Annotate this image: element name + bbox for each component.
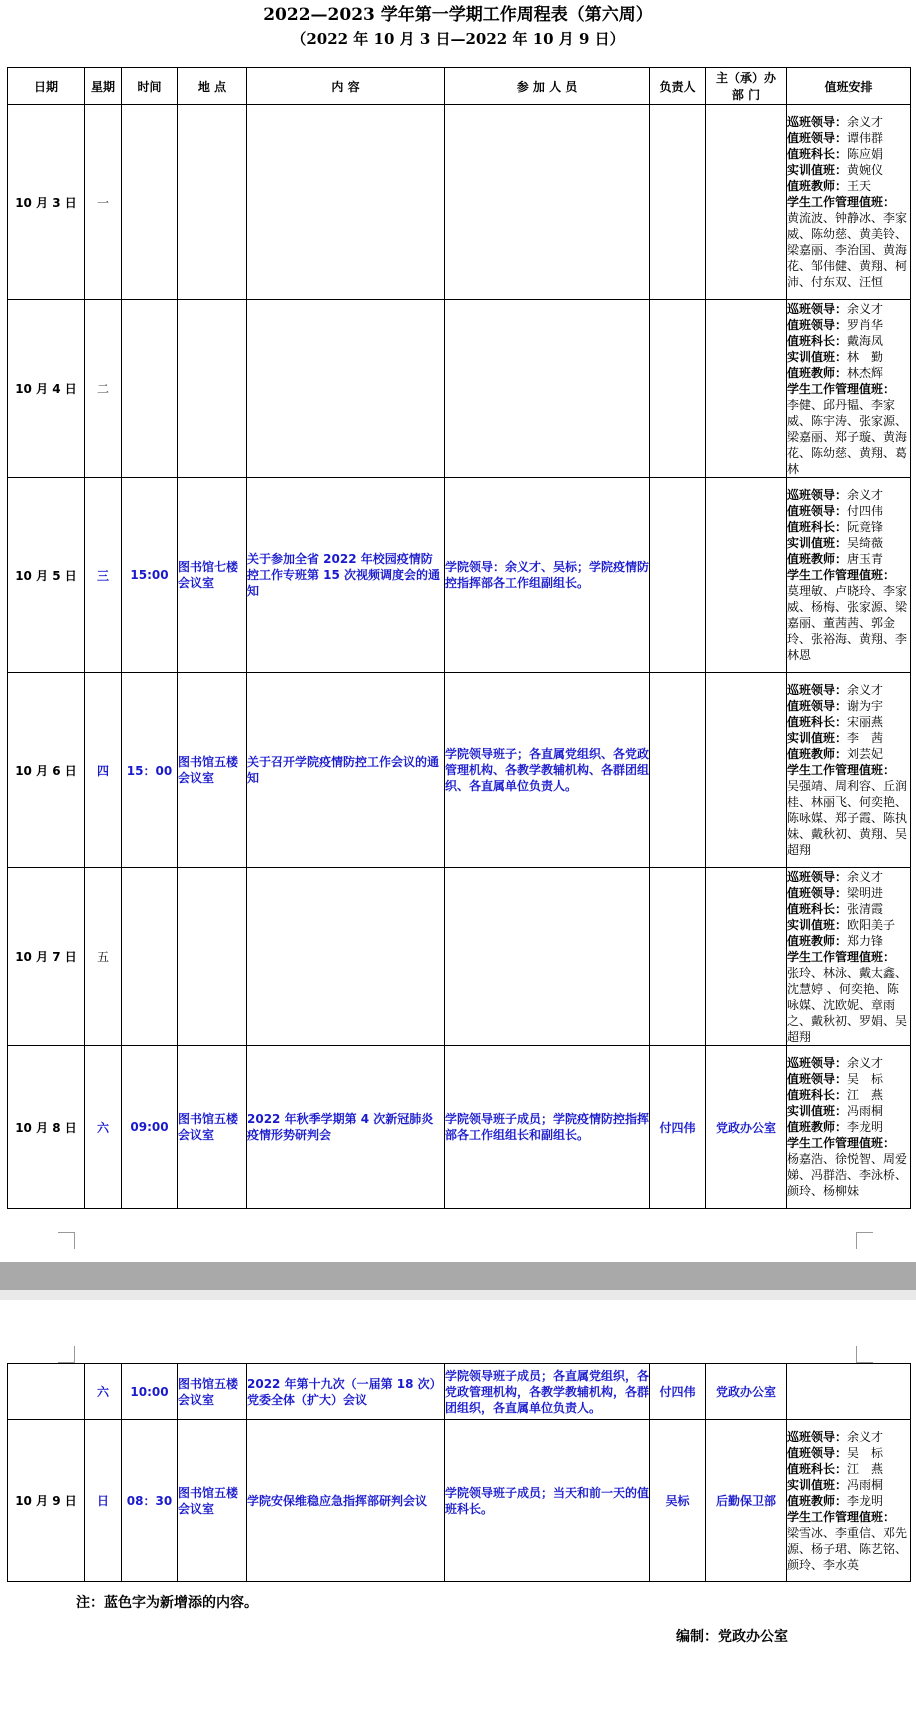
- duty-label: 值班领导：: [787, 885, 848, 900]
- duty-name: 余义才: [847, 1429, 884, 1444]
- date-cell: 10 月 5 日: [8, 478, 85, 673]
- host-department-cell: 后勤保卫部: [706, 1420, 787, 1582]
- leader-cell: [650, 478, 706, 673]
- duty-line-student: [787, 194, 910, 210]
- duty-arrangement: [787, 673, 911, 868]
- duty-label: 值班教师：: [787, 552, 848, 566]
- date-cell: 10 月 3 日: [8, 105, 85, 300]
- page-corner-mark: [856, 1346, 873, 1363]
- table-row: [8, 868, 911, 1046]
- duty-line-duty-chief: [787, 519, 910, 535]
- duty-arrangement: [787, 300, 911, 478]
- duty-line-teacher: [787, 1119, 910, 1135]
- host-department-cell: [706, 673, 787, 868]
- duty-name: 谭伟群: [847, 131, 884, 145]
- duty-line-training: [787, 1103, 910, 1119]
- duty-name: 李龙明: [847, 1493, 884, 1508]
- participants-cell: [445, 868, 650, 1046]
- weekday-cell: 二: [85, 300, 122, 478]
- duty-label: 值班领导：: [787, 504, 848, 518]
- table-row: [8, 673, 911, 868]
- duty-name: 郑力锋: [847, 933, 884, 948]
- time-cell: [122, 868, 178, 1046]
- duty-line-student: [787, 1509, 910, 1525]
- duty-label: 值班科长：: [787, 715, 848, 729]
- duty-line-duty-chief: [787, 146, 910, 162]
- duty-name: 李龙明: [847, 1120, 884, 1134]
- content-cell: [247, 868, 445, 1046]
- duty-name: 余义才: [847, 115, 884, 129]
- duty-label: 值班科长：: [787, 1461, 848, 1476]
- duty-student-names: 吴强靖、周利容、丘润桂、林丽飞、何奕艳、陈咏媒、郑子霞、陈执妹、戴秋初、黄翔、吴超翔: [787, 779, 908, 857]
- date-cell: 10 月 9 日: [8, 1420, 85, 1582]
- duty-line-student: [787, 381, 910, 397]
- duty-label: 巡班领导：: [787, 869, 848, 884]
- participants-cell: 学院领导班子成员；学院疫情防控指挥部各工作组组长和副组长。: [445, 1046, 650, 1209]
- duty-name: 罗肖华: [847, 317, 884, 332]
- leader-cell: 吴标: [650, 1420, 706, 1582]
- table-row: [8, 300, 911, 478]
- leader-cell: 付四伟: [650, 1364, 706, 1420]
- duty-name: 林杰辉: [847, 365, 884, 380]
- duty-student-names: 黄流波、钟静冰、李家威、陈幼慈、黄美铃、梁嘉丽、李治国、黄海花、邹伟健、黄翔、柯沛、付东双、汪恒: [787, 211, 908, 289]
- duty-line-training: [787, 730, 910, 746]
- content-cell: [247, 105, 445, 300]
- time-cell: 08：30: [122, 1420, 178, 1582]
- duty-name: 江 燕: [847, 1088, 884, 1102]
- header-weekday: 星期: [85, 68, 122, 105]
- participants-cell: 学院领导班子成员；当天和前一天的值班科长。: [445, 1420, 650, 1582]
- duty-label: 实训值班：: [787, 731, 848, 745]
- duty-line-student: [787, 949, 910, 965]
- duty-name: 余义才: [847, 1056, 884, 1070]
- place-cell: 图书馆五楼会议室: [178, 1364, 247, 1420]
- duty-line-duty-leader: [787, 698, 910, 714]
- duty-line-duty-chief: [787, 714, 910, 730]
- duty-line-teacher: [787, 365, 910, 381]
- duty-arrangement: [787, 105, 911, 300]
- duty-label: 巡班领导：: [787, 488, 848, 502]
- header-participants: 参 加 人 员: [445, 68, 650, 105]
- duty-label: 学生工作管理值班：: [787, 763, 896, 777]
- duty-label: 实训值班：: [787, 1477, 848, 1492]
- duty-line-student: [787, 1135, 910, 1151]
- participants-cell: 学院领导：余义才、吴标；学院疫情防控指挥部各工作组副组长。: [445, 478, 650, 673]
- content-cell: 关于参加全省 2022 年校园疫情防控工作专班第 15 次视频调度会的通知: [247, 478, 445, 673]
- page-title: 2022—2023 学年第一学期工作周程表（第六周）: [263, 5, 653, 25]
- time-cell: 15：00: [122, 673, 178, 868]
- duty-arrangement: [787, 478, 911, 673]
- page-break-divider: [0, 1262, 916, 1290]
- duty-name: 余义才: [847, 301, 884, 316]
- table-row: [8, 1046, 911, 1209]
- duty-label: 值班教师：: [787, 365, 848, 380]
- place-cell: 图书馆七楼会议室: [178, 478, 247, 673]
- weekday-cell: 三: [85, 478, 122, 673]
- place-cell: 图书馆五楼会议室: [178, 673, 247, 868]
- weekday-cell: 六: [85, 1046, 122, 1209]
- duty-line-duty-leader: [787, 885, 910, 901]
- duty-label: 值班科长：: [787, 520, 848, 534]
- duty-student-names: 杨嘉浩、徐悦智、周爱娣、冯群浩、李泳桥、颜玲、杨柳妹: [787, 1152, 908, 1198]
- duty-label: 值班教师：: [787, 1120, 848, 1134]
- place-cell: 图书馆五楼会议室: [178, 1046, 247, 1209]
- duty-label: 值班领导：: [787, 131, 848, 145]
- header-place: 地 点: [178, 68, 247, 105]
- weekday-cell: 四: [85, 673, 122, 868]
- duty-name: 吴 标: [847, 1072, 884, 1086]
- host-department-cell: [706, 105, 787, 300]
- duty-name: 刘芸妃: [847, 747, 884, 761]
- duty-label: 实训值班：: [787, 349, 848, 364]
- table-row: [8, 105, 911, 300]
- place-cell: 图书馆五楼会议室: [178, 1420, 247, 1582]
- duty-line-training: [787, 162, 910, 178]
- place-cell: [178, 868, 247, 1046]
- weekday-cell: 六: [85, 1364, 122, 1420]
- host-department-cell: [706, 478, 787, 673]
- content-cell: [247, 300, 445, 478]
- time-cell: 15:00: [122, 478, 178, 673]
- duty-line-patrol: [787, 301, 910, 317]
- page-corner-mark: [58, 1346, 75, 1363]
- date-cell: 10 月 6 日: [8, 673, 85, 868]
- leader-cell: [650, 673, 706, 868]
- duty-label: 实训值班：: [787, 163, 848, 177]
- duty-label: 学生工作管理值班：: [787, 949, 896, 964]
- duty-name: 欧阳美子: [847, 917, 896, 932]
- duty-line-duty-chief: [787, 1087, 910, 1103]
- duty-name: 黄婉仪: [847, 163, 884, 177]
- duty-line-duty-leader: [787, 130, 910, 146]
- duty-label: 学生工作管理值班：: [787, 195, 896, 209]
- participants-cell: 学院领导班子；各直属党组织、各党政管理机构、各教学教辅机构、各群团组织、各直属单位负责人。: [445, 673, 650, 868]
- duty-name: 林 勤: [847, 349, 884, 364]
- weekday-cell: 一: [85, 105, 122, 300]
- duty-name: 谢为宇: [847, 699, 884, 713]
- duty-name: 王天: [847, 179, 872, 193]
- duty-line-duty-leader: [787, 1445, 910, 1461]
- duty-line-training: [787, 349, 910, 365]
- participants-cell: [445, 300, 650, 478]
- duty-arrangement: [787, 1364, 911, 1420]
- table-row: [8, 1420, 911, 1582]
- duty-line-duty-chief: [787, 1461, 910, 1477]
- duty-label: 巡班领导：: [787, 683, 848, 697]
- compiled-by: 编制：党政办公室: [676, 1629, 788, 1645]
- host-department-cell: 党政办公室: [706, 1046, 787, 1209]
- page-break-divider: [0, 1290, 916, 1300]
- duty-line-teacher: [787, 551, 910, 567]
- duty-arrangement: [787, 868, 911, 1046]
- duty-label: 学生工作管理值班：: [787, 1136, 896, 1150]
- header-leader: 负责人: [650, 68, 706, 105]
- time-cell: [122, 105, 178, 300]
- time-cell: [122, 300, 178, 478]
- duty-name: 梁明进: [847, 885, 884, 900]
- leader-cell: [650, 105, 706, 300]
- host-department-cell: 党政办公室: [706, 1364, 787, 1420]
- weekday-cell: 日: [85, 1420, 122, 1582]
- duty-line-teacher: [787, 1493, 910, 1509]
- duty-label: 值班教师：: [787, 933, 848, 948]
- page-corner-mark: [856, 1232, 873, 1249]
- footnote: 注：蓝色字为新增添的内容。: [76, 1595, 258, 1611]
- leader-cell: 付四伟: [650, 1046, 706, 1209]
- duty-name: 余义才: [847, 869, 884, 884]
- duty-line-patrol: [787, 487, 910, 503]
- duty-label: 实训值班：: [787, 917, 848, 932]
- duty-name: 唐玉青: [847, 552, 884, 566]
- duty-name: 余义才: [847, 488, 884, 502]
- duty-name: 余义才: [847, 683, 884, 697]
- duty-label: 值班科长：: [787, 333, 848, 348]
- page-subtitle: （2022 年 10 月 3 日—2022 年 10 月 9 日）: [291, 30, 625, 48]
- duty-name: 陈应娟: [847, 147, 884, 161]
- header-host: 主（承）办 部 门: [706, 68, 787, 105]
- duty-line-student: [787, 762, 910, 778]
- duty-label: 实训值班：: [787, 1104, 848, 1118]
- duty-label: 值班教师：: [787, 747, 848, 761]
- duty-label: 值班科长：: [787, 901, 848, 916]
- duty-student-names: 莫理敏、卢晓玲、李家威、杨梅、张家源、梁嘉丽、董茜茜、郭金玲、张裕海、黄翔、李林恩: [787, 584, 908, 662]
- duty-name: 阮竟锋: [847, 520, 884, 534]
- participants-cell: 学院领导班子成员；各直属党组织，各党政管理机构，各教学教辅机构，各群团组织，各直属单位负责人。: [445, 1364, 650, 1420]
- host-department-cell: [706, 868, 787, 1046]
- leader-cell: [650, 300, 706, 478]
- duty-line-duty-leader: [787, 1071, 910, 1087]
- duty-line-training: [787, 917, 910, 933]
- duty-name: 冯雨桐: [847, 1104, 884, 1118]
- duty-name: 李 茜: [847, 731, 884, 745]
- duty-line-teacher: [787, 178, 910, 194]
- header-content: 内 容: [247, 68, 445, 105]
- duty-arrangement: [787, 1420, 911, 1582]
- duty-label: 值班科长：: [787, 1088, 848, 1102]
- duty-line-patrol: [787, 869, 910, 885]
- duty-arrangement: [787, 1046, 911, 1209]
- date-cell: [8, 1364, 85, 1420]
- page-corner-mark: [58, 1232, 75, 1249]
- content-cell: 2022 年秋季学期第 4 次新冠肺炎疫情形势研判会: [247, 1046, 445, 1209]
- duty-label: 学生工作管理值班：: [787, 381, 896, 396]
- duty-label: 巡班领导：: [787, 1429, 848, 1444]
- weekday-cell: 五: [85, 868, 122, 1046]
- duty-line-teacher: [787, 746, 910, 762]
- participants-cell: [445, 105, 650, 300]
- duty-name: 吴 标: [847, 1445, 884, 1460]
- date-cell: 10 月 8 日: [8, 1046, 85, 1209]
- date-cell: 10 月 7 日: [8, 868, 85, 1046]
- duty-name: 付四伟: [847, 504, 884, 518]
- duty-name: 宋丽燕: [847, 715, 884, 729]
- duty-label: 值班教师：: [787, 1493, 848, 1508]
- duty-label: 值班教师：: [787, 179, 848, 193]
- duty-label: 学生工作管理值班：: [787, 1509, 896, 1524]
- time-cell: 09:00: [122, 1046, 178, 1209]
- duty-line-patrol: [787, 1055, 910, 1071]
- duty-label: 值班领导：: [787, 1072, 848, 1086]
- leader-cell: [650, 868, 706, 1046]
- duty-line-duty-leader: [787, 503, 910, 519]
- header-duty: 值班安排: [787, 68, 911, 105]
- duty-student-names: 李健、邱丹韫、李家威、陈宇涛、张家源、梁嘉丽、郑子璇、黄海花、陈幼慈、黄翔、葛林: [787, 397, 908, 476]
- date-cell: 10 月 4 日: [8, 300, 85, 478]
- host-department-cell: [706, 300, 787, 478]
- duty-line-training: [787, 1477, 910, 1493]
- place-cell: [178, 300, 247, 478]
- content-cell: 2022 年第十九次（一届第 18 次）党委全体（扩大）会议: [247, 1364, 445, 1420]
- duty-name: 戴海凤: [847, 333, 884, 348]
- duty-name: 冯雨桐: [847, 1477, 884, 1492]
- duty-line-duty-chief: [787, 901, 910, 917]
- table-header-row: [8, 68, 911, 105]
- duty-label: 值班领导：: [787, 699, 848, 713]
- duty-name: 吴绮薇: [847, 536, 884, 550]
- duty-line-teacher: [787, 933, 910, 949]
- duty-line-patrol: [787, 1429, 910, 1445]
- schedule-table: [7, 67, 911, 1209]
- content-cell: 关于召开学院疫情防控工作会议的通知: [247, 673, 445, 868]
- header-time: 时间: [122, 68, 178, 105]
- duty-line-duty-leader: [787, 317, 910, 333]
- duty-student-names: 张玲、林泳、戴太鑫、沈慧婷 、何奕艳、陈咏媒、沈欧妮、章雨之、戴秋初、罗娟、吴超翔: [787, 965, 908, 1044]
- content-cell: 学院安保维稳应急指挥部研判会议: [247, 1420, 445, 1582]
- duty-label: 巡班领导：: [787, 115, 848, 129]
- duty-label: 值班领导：: [787, 317, 848, 332]
- duty-line-duty-chief: [787, 333, 910, 349]
- duty-label: 巡班领导：: [787, 1056, 848, 1070]
- table-row: [8, 478, 911, 673]
- header-date: 日期: [8, 68, 85, 105]
- schedule-table-continued: [7, 1363, 911, 1582]
- duty-label: 实训值班：: [787, 536, 848, 550]
- duty-line-patrol: [787, 114, 910, 130]
- table-row: [8, 1364, 911, 1420]
- duty-label: 巡班领导：: [787, 301, 848, 316]
- duty-student-names: 梁雪冰、李重信、邓先源、杨子珺、陈艺铭、颜玲、李水英: [787, 1525, 908, 1572]
- duty-line-training: [787, 535, 910, 551]
- duty-line-student: [787, 567, 910, 583]
- duty-line-patrol: [787, 682, 910, 698]
- place-cell: [178, 105, 247, 300]
- time-cell: 10:00: [122, 1364, 178, 1420]
- duty-label: 值班领导：: [787, 1445, 848, 1460]
- duty-name: 江 燕: [847, 1461, 884, 1476]
- duty-name: 张清霞: [847, 901, 884, 916]
- duty-label: 值班科长：: [787, 147, 848, 161]
- duty-label: 学生工作管理值班：: [787, 568, 896, 582]
